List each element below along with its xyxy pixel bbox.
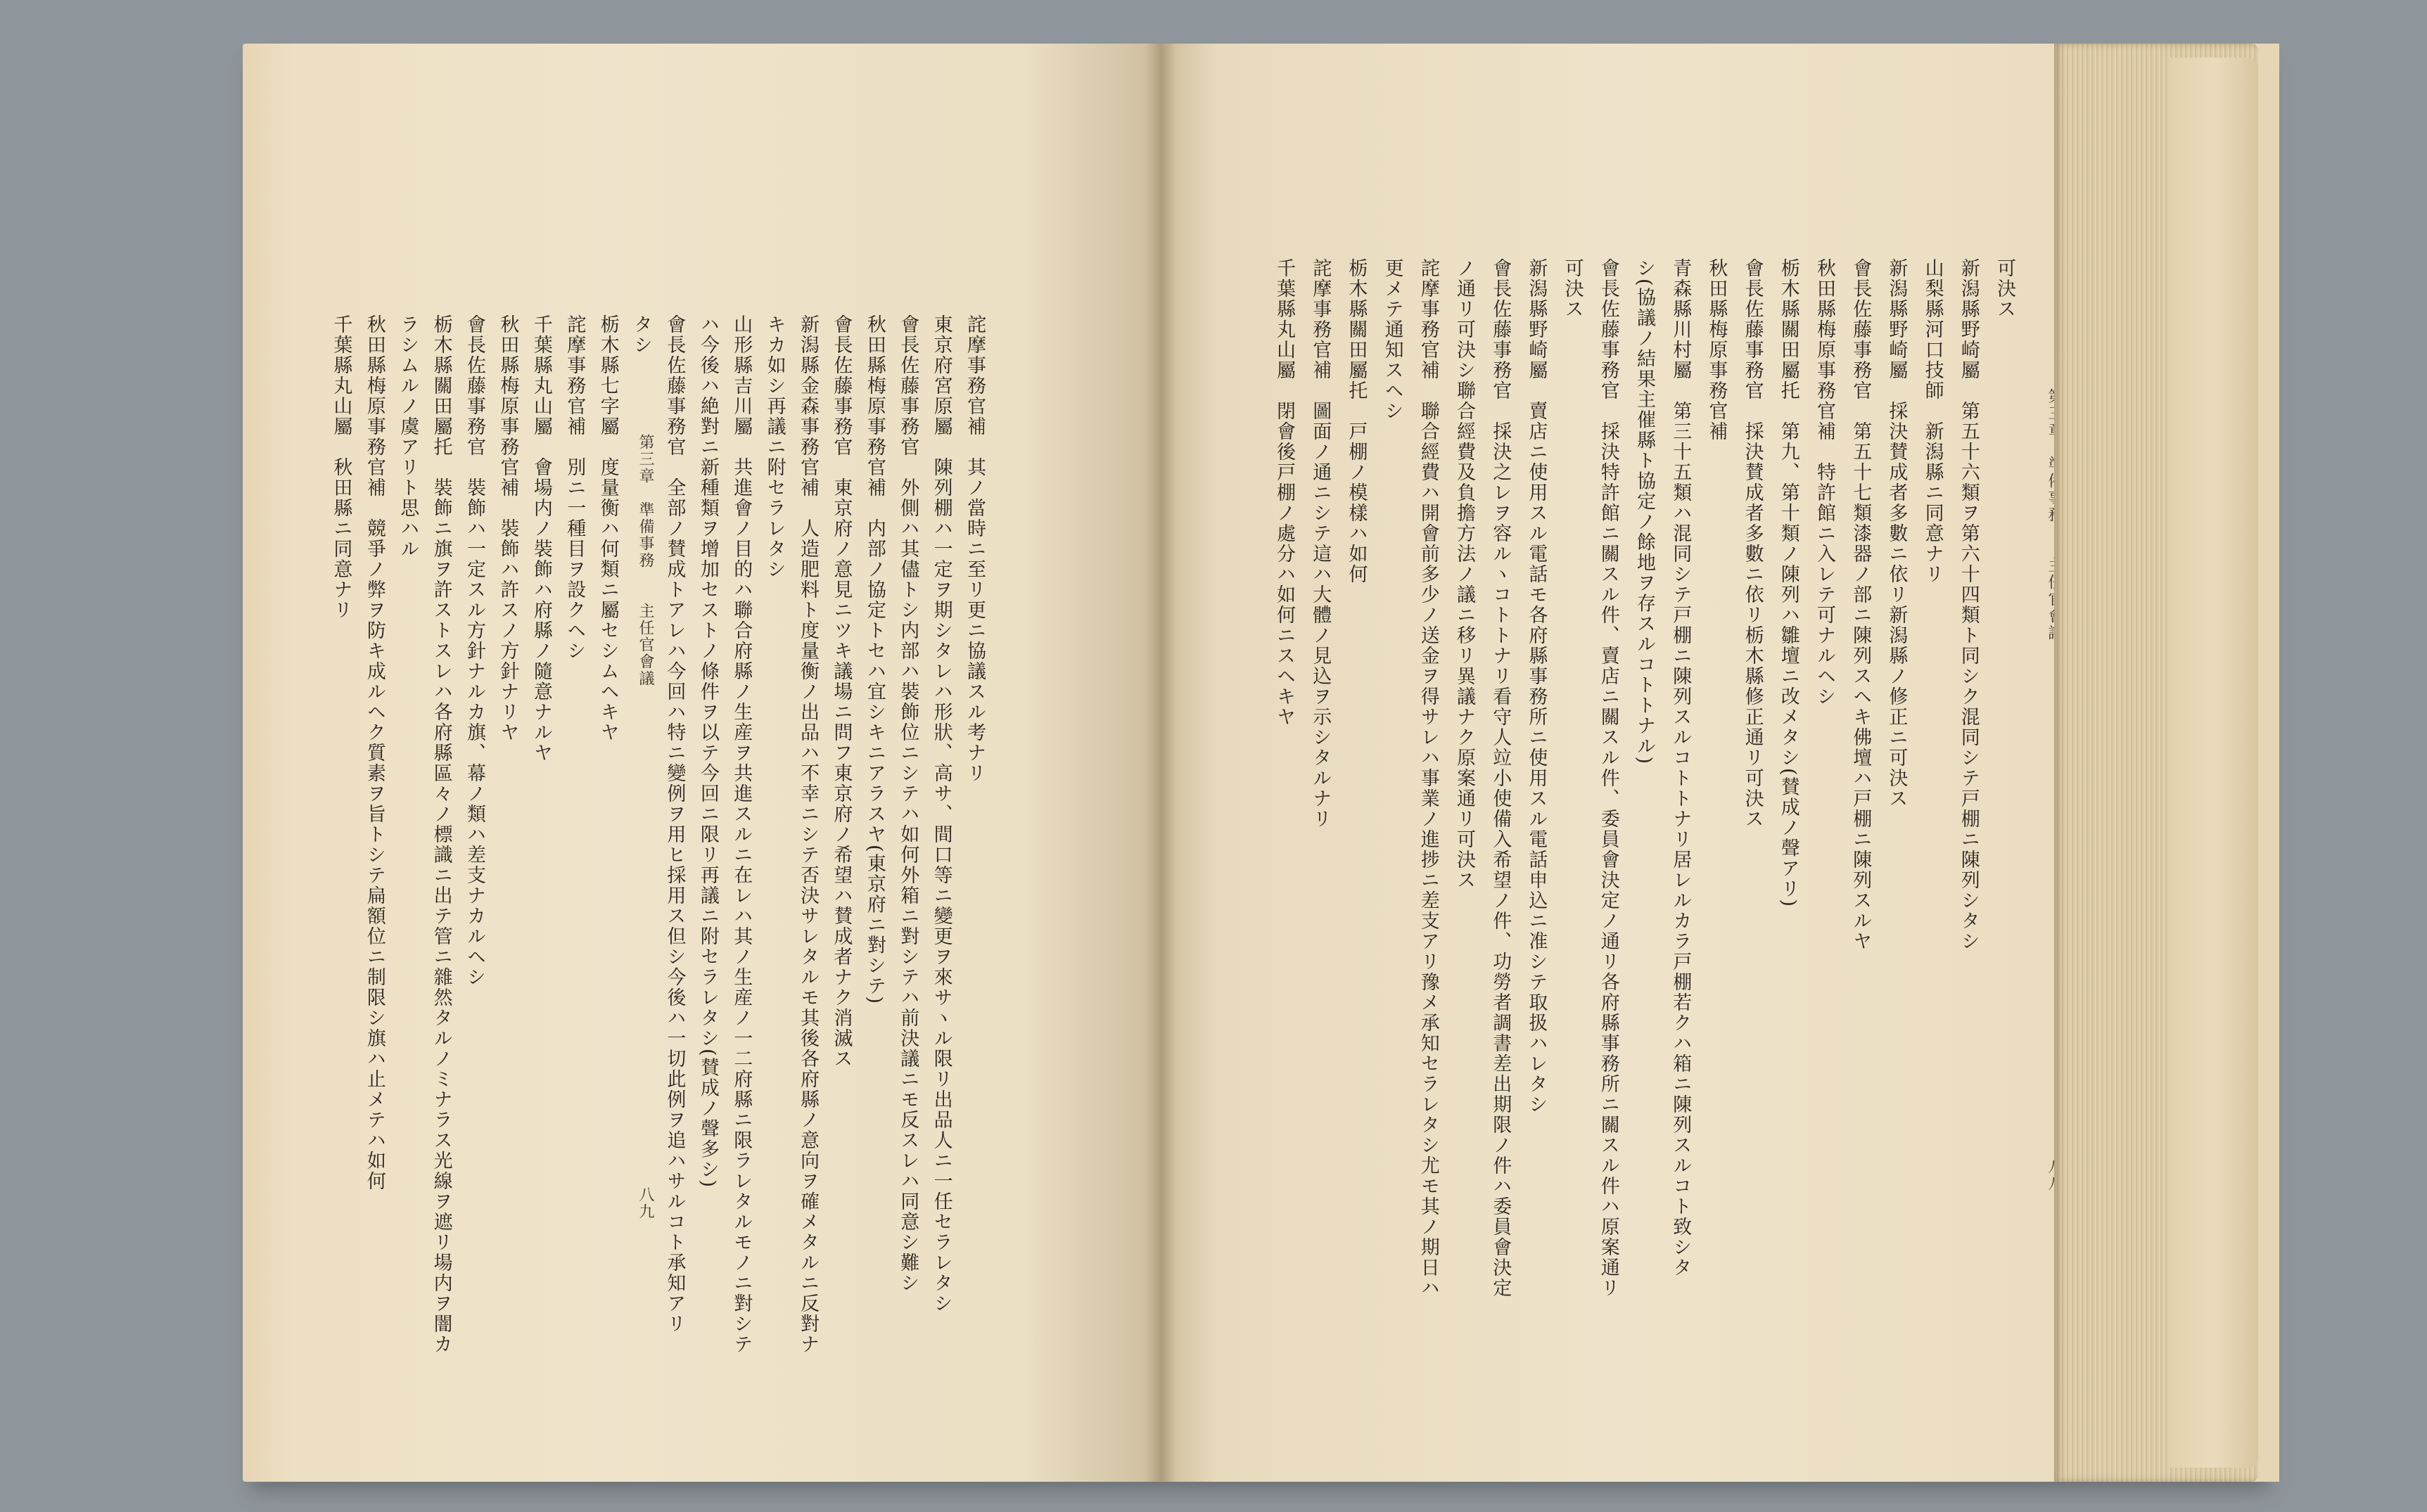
left-page-line: 栃木縣七字屬 度量衡ハ何類ニ屬セシムヘキヤ [597,314,619,743]
right-page-line: 會長佐藤事務官 採決賛成者多數ニ依リ栃木縣修正通リ可決ス [1741,258,1764,829]
left-page-line: 秋田縣梅原事務官補 内部ノ協定トセハ宜シキニアラスヤ(東京府ニ對シテ) [863,314,886,1006]
right-page-line: 山梨縣河口技師 新潟縣ニ同意ナリ [1921,258,1944,584]
left-page-number: 八九 [637,1186,654,1220]
right-page-line: 栃木縣關田屬托 戸棚ノ模樣ハ如何 [1345,258,1368,584]
left-page-line: 東京府宮原屬 陳列棚ハ一定ヲ期シタレハ形狀、高サ、間口等ニ變更ヲ來サヽル限リ出品人ニ一任セラレタシ [930,314,953,1314]
book-gutter [1145,44,1176,1482]
right-page-line: 更メテ通知スヘシ [1381,258,1403,421]
left-page-line: 詫摩事務官補 別ニ一種目ヲ設クヘシ [563,314,586,661]
right-page-line: 可決ス [1994,258,2015,319]
right-page-line: 新潟縣野崎屬 第五十六類ヲ第六十四類ト同シク混同シテ戸棚ニ陳列シタシ [1957,258,1980,952]
open-book [243,44,2257,1482]
right-page-line: 會長佐藤事務官 第五十七類漆器ノ部ニ陳列スヘキ佛壇ハ戸棚ニ陳列スルヤ [1849,258,1872,952]
left-page [243,44,1161,1482]
left-page-line: 會長佐藤事務官 裝飾ハ一定スル方針ナルカ旗、幕ノ類ハ差支ナカルヘシ [464,314,485,987]
left-page-line: 秋田縣梅原事務官補 裝飾ハ許スノ方針ナリヤ [497,314,519,743]
left-page-line: ラシムルノ虞アリト思ハル [397,314,419,559]
right-page-line: ノ通リ可決シ聯合經費及負擔方法ノ議ニ移リ異議ナク原案通リ可決ス [1453,258,1475,890]
right-page-line: シ(協議ノ結果主催縣ト協定ノ餘地ヲ存スルコトトナル) [1633,258,1655,766]
left-page-line: 秋田縣梅原事務官補 競爭ノ弊ヲ防キ成ルヘク質素ヲ旨トシテ扁額位ニ制限シ旗ハ止メテハ如何 [363,314,386,1191]
right-page-line: 栃木縣關田屬托 第九、第十類ノ陳列ハ雛壇ニ改メタシ(賛成ノ聲アリ) [1777,258,1799,909]
right-page-line: 詫摩事務官補 圖面ノ通ニシテ這ハ大體ノ見込ヲ示シタルナリ [1309,258,1332,829]
right-page-line: 秋田縣梅原事務官補 特許館ニ入レテ可ナルヘシ [1814,258,1835,707]
left-page-line: 會長佐藤事務官 外側ハ其儘トシ内部ハ裝飾位ニシテハ如何外箱ニ對シテハ前決議ニモ反スレハ同意シ難シ [897,314,919,1293]
right-page-line: 青森縣川村屬 第三十五類ハ混同シテ戸棚ニ陳列スルコトトナリ居レルカラ戸棚若クハ箱ニ陳列スルコト致シタ [1669,258,1692,1278]
right-page-line: 會長佐藤事務官 採決特許館ニ關スル件、賣店ニ關スル件、委員會決定ノ通リ各府縣事務所ニ關スル件ハ原案通リ [1597,258,1619,1298]
left-page-line: 新潟縣金森事務官補 人造肥料ト度量衡ノ出品ハ不幸ニシテ否決サレタルモ其後各府縣ノ意向ヲ確メタルニ反對ナ [797,314,819,1354]
right-page-line: 秋田縣梅原事務官補 [1705,258,1728,442]
left-page-line: 千葉縣丸山屬 秋田縣ニ同意ナリ [330,314,352,620]
left-page-line: 千葉縣丸山屬 會場内ノ裝飾ハ府縣ノ隨意ナルヤ [530,314,552,763]
right-page-line: 詫摩事務官補 聯合經費ハ開會前多少ノ送金ヲ得サレハ事業ノ進捗ニ差支アリ豫メ承知セラレタシ尤モ其ノ期日ハ [1417,258,1439,1298]
left-page-line: 會長佐藤事務官 東京府ノ意見ニツキ議場ニ問フ東京府ノ希望ハ賛成者ナク消滅ス [830,314,853,1069]
left-page-line: キカ如シ再議ニ附セラレタシ [763,314,786,579]
left-page-line: 栃木縣關田屬托 裝飾ニ旗ヲ許ストスレハ各府縣區々ノ標識ニ出テ管ニ雜然タルノミナラス光線ヲ遮リ場内ヲ闇カ [430,314,452,1354]
left-page-line: タシ [630,314,652,355]
right-page-line: 可決ス [1561,258,1584,319]
left-page-line: 詫摩事務官補 其ノ當時ニ至リ更ニ協議スル考ナリ [964,314,986,783]
left-page-line: 會長佐藤事務官 全部ノ賛成トアレハ今回ハ特ニ變例ヲ用ヒ採用ス但シ今後ハ一切此例ヲ追ハサルコト承知アリ [663,314,686,1334]
left-page-line: 山形縣吉川屬 共進會ノ目的ハ聯合府縣ノ生産ヲ共進スルニ在レハ其ノ生産ノ一二府縣ニ限ラレタルモノニ對シテ [730,314,753,1354]
right-page-line: 會長佐藤事務官 採決之レヲ容ルヽコトトナリ看守人竝小使備入希望ノ件、功勞者調書差出期限ノ件ハ委員會決定 [1489,258,1512,1298]
right-page-line: 千葉縣丸山屬 閉會後戸棚ノ處分ハ如何ニスヘキヤ [1273,258,1295,727]
page-stack-fore-edge [2170,58,2258,1468]
left-page-header: 第三章 準備事務 主任官會議 [637,434,654,687]
right-page-line: 新潟縣野崎屬 採決賛成者多數ニ依リ新潟縣ノ修正ニ可決ス [1885,258,1908,809]
left-page-line: ハ今後ハ絶對ニ新種類ヲ增加セストノ條件ヲ以テ今回ニ限リ再議ニ附セラレタシ(賛成ノ聲多シ) [696,314,719,1189]
right-page-line: 新潟縣野崎屬 賣店ニ使用スル電話モ各府縣事務所ニ使用スル電話申込ニ准シテ取扱ハレタシ [1525,258,1548,1115]
